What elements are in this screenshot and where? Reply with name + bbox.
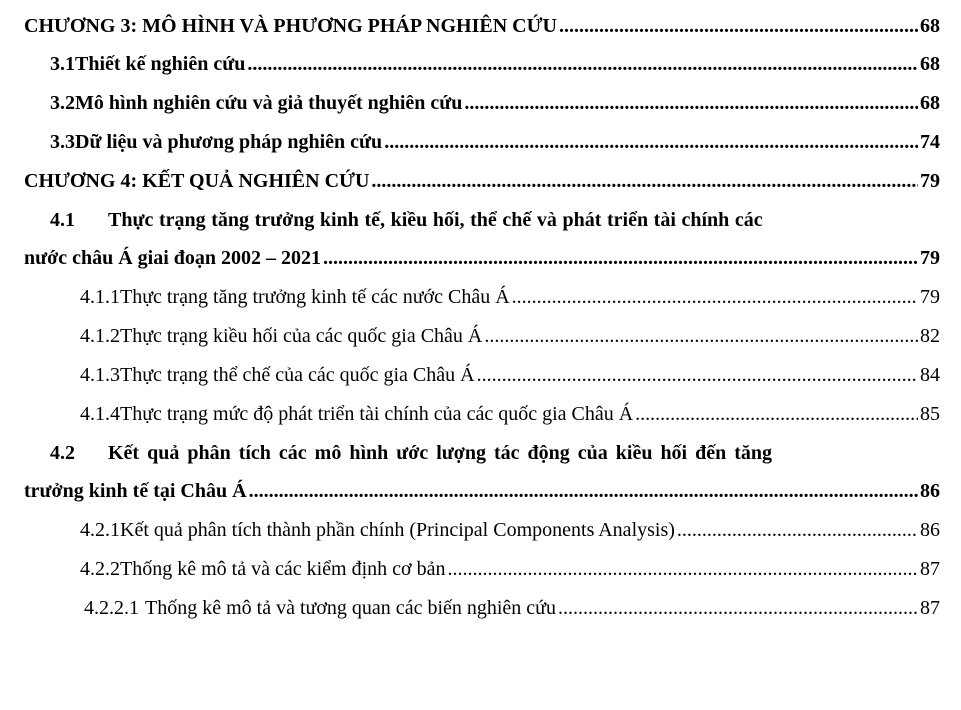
toc-title-line-2: nước châu Á giai đoạn 2002 – 2021: [24, 247, 322, 269]
toc-number: 4.1.3: [80, 364, 120, 386]
toc-page: 85: [920, 403, 940, 425]
toc-number: 4.2: [50, 442, 75, 464]
toc-entry-4-1-2[interactable]: [24, 310, 940, 348]
toc-entry-4-1-3[interactable]: [24, 349, 940, 387]
dot-leader: [249, 479, 918, 503]
toc-entry-3-2[interactable]: [24, 77, 940, 115]
toc-title: Thực trạng tăng trưởng kinh tế các nước Châu Á: [120, 286, 510, 308]
dot-leader: [371, 169, 918, 193]
toc-entry-4-2-continued[interactable]: [24, 465, 940, 503]
toc-title: Kết quả phân tích thành phần chính (Principal Components Analysis): [120, 519, 675, 541]
toc-entry-4-1-4[interactable]: [24, 388, 940, 426]
toc-page: 79: [920, 247, 940, 269]
toc-entry-4-2[interactable]: [24, 427, 940, 465]
dot-leader: [512, 285, 918, 309]
dot-leader: [323, 246, 918, 270]
toc-entry-4-1-1[interactable]: [24, 271, 940, 309]
toc-title: CHƯƠNG 4: KẾT QUẢ NGHIÊN CỨU: [24, 170, 370, 192]
dot-leader: [464, 91, 918, 115]
toc-page: 82: [920, 325, 940, 347]
toc-entry-4-1[interactable]: [24, 194, 940, 232]
toc-number: 3.2: [50, 92, 75, 114]
toc-page: 68: [920, 15, 940, 37]
dot-leader: [559, 14, 918, 38]
toc-page: 87: [920, 558, 940, 580]
toc-entry-chapter-4[interactable]: [24, 155, 940, 193]
dot-leader: [384, 130, 918, 154]
dot-leader: [477, 363, 918, 387]
toc-title: Dữ liệu và phương pháp nghiên cứu: [75, 131, 383, 153]
dot-leader: [558, 596, 918, 620]
toc-page: 74: [920, 131, 940, 153]
toc-entry-4-1-continued[interactable]: [24, 232, 940, 270]
toc-number: 4.1.4: [80, 403, 120, 425]
dot-leader: [247, 52, 918, 76]
toc-number: 4.2.1: [80, 519, 120, 541]
toc-title: Thiết kế nghiên cứu: [75, 53, 246, 75]
toc-entry-4-2-1[interactable]: [24, 504, 940, 542]
toc-entry-4-2-2-1[interactable]: [24, 582, 940, 620]
toc-page: 86: [920, 519, 940, 541]
toc-entry-3-3[interactable]: [24, 116, 940, 154]
toc-number: 4.2.2.1: [84, 597, 139, 619]
toc-number: 4.1.2: [80, 325, 120, 347]
toc-title: Thực trạng mức độ phát triển tài chính của các quốc gia Châu Á: [120, 403, 634, 425]
toc-title: Thống kê mô tả và tương quan các biến nghiên cứu: [145, 597, 557, 619]
toc-title: Mô hình nghiên cứu và giả thuyết nghiên cứu: [75, 92, 463, 114]
toc-title: Thực trạng thể chế của các quốc gia Châu Á: [120, 364, 475, 386]
toc-title: CHƯƠNG 3: MÔ HÌNH VÀ PHƯƠNG PHÁP NGHIÊN CỨU: [24, 15, 557, 37]
toc-number: 4.1.1: [80, 286, 120, 308]
toc-title-line-1: Kết quả phân tích các mô hình ước lượng tác động của kiều hối đến tăng: [108, 442, 773, 464]
toc-entry-3-1[interactable]: [24, 38, 940, 76]
toc-number: 4.2.2: [80, 558, 120, 580]
toc-entry-chapter-3[interactable]: [24, 0, 940, 38]
toc-number: 3.3: [50, 131, 75, 153]
toc-page: 79: [920, 286, 940, 308]
toc-number: 4.1: [50, 209, 75, 231]
dot-leader: [635, 402, 918, 426]
dot-leader: [677, 518, 918, 542]
dot-leader: [484, 324, 918, 348]
toc-page: 68: [920, 53, 940, 75]
toc-page: 87: [920, 597, 940, 619]
toc-title: Thực trạng kiều hối của các quốc gia Châu Á: [120, 325, 483, 347]
toc-page: 68: [920, 92, 940, 114]
toc-page: 79: [920, 170, 940, 192]
toc-entry-4-2-2[interactable]: [24, 543, 940, 581]
toc-number: 3.1: [50, 53, 75, 75]
toc-page: 84: [920, 364, 940, 386]
toc-title-line-2: trưởng kinh tế tại Châu Á: [24, 480, 247, 502]
toc-page: 86: [920, 480, 940, 502]
toc-title-line-1: Thực trạng tăng trưởng kinh tế, kiều hối, thể chế và phát triển tài chính các: [108, 209, 763, 231]
dot-leader: [447, 557, 918, 581]
toc-title: Thống kê mô tả và các kiểm định cơ bản: [120, 558, 446, 580]
